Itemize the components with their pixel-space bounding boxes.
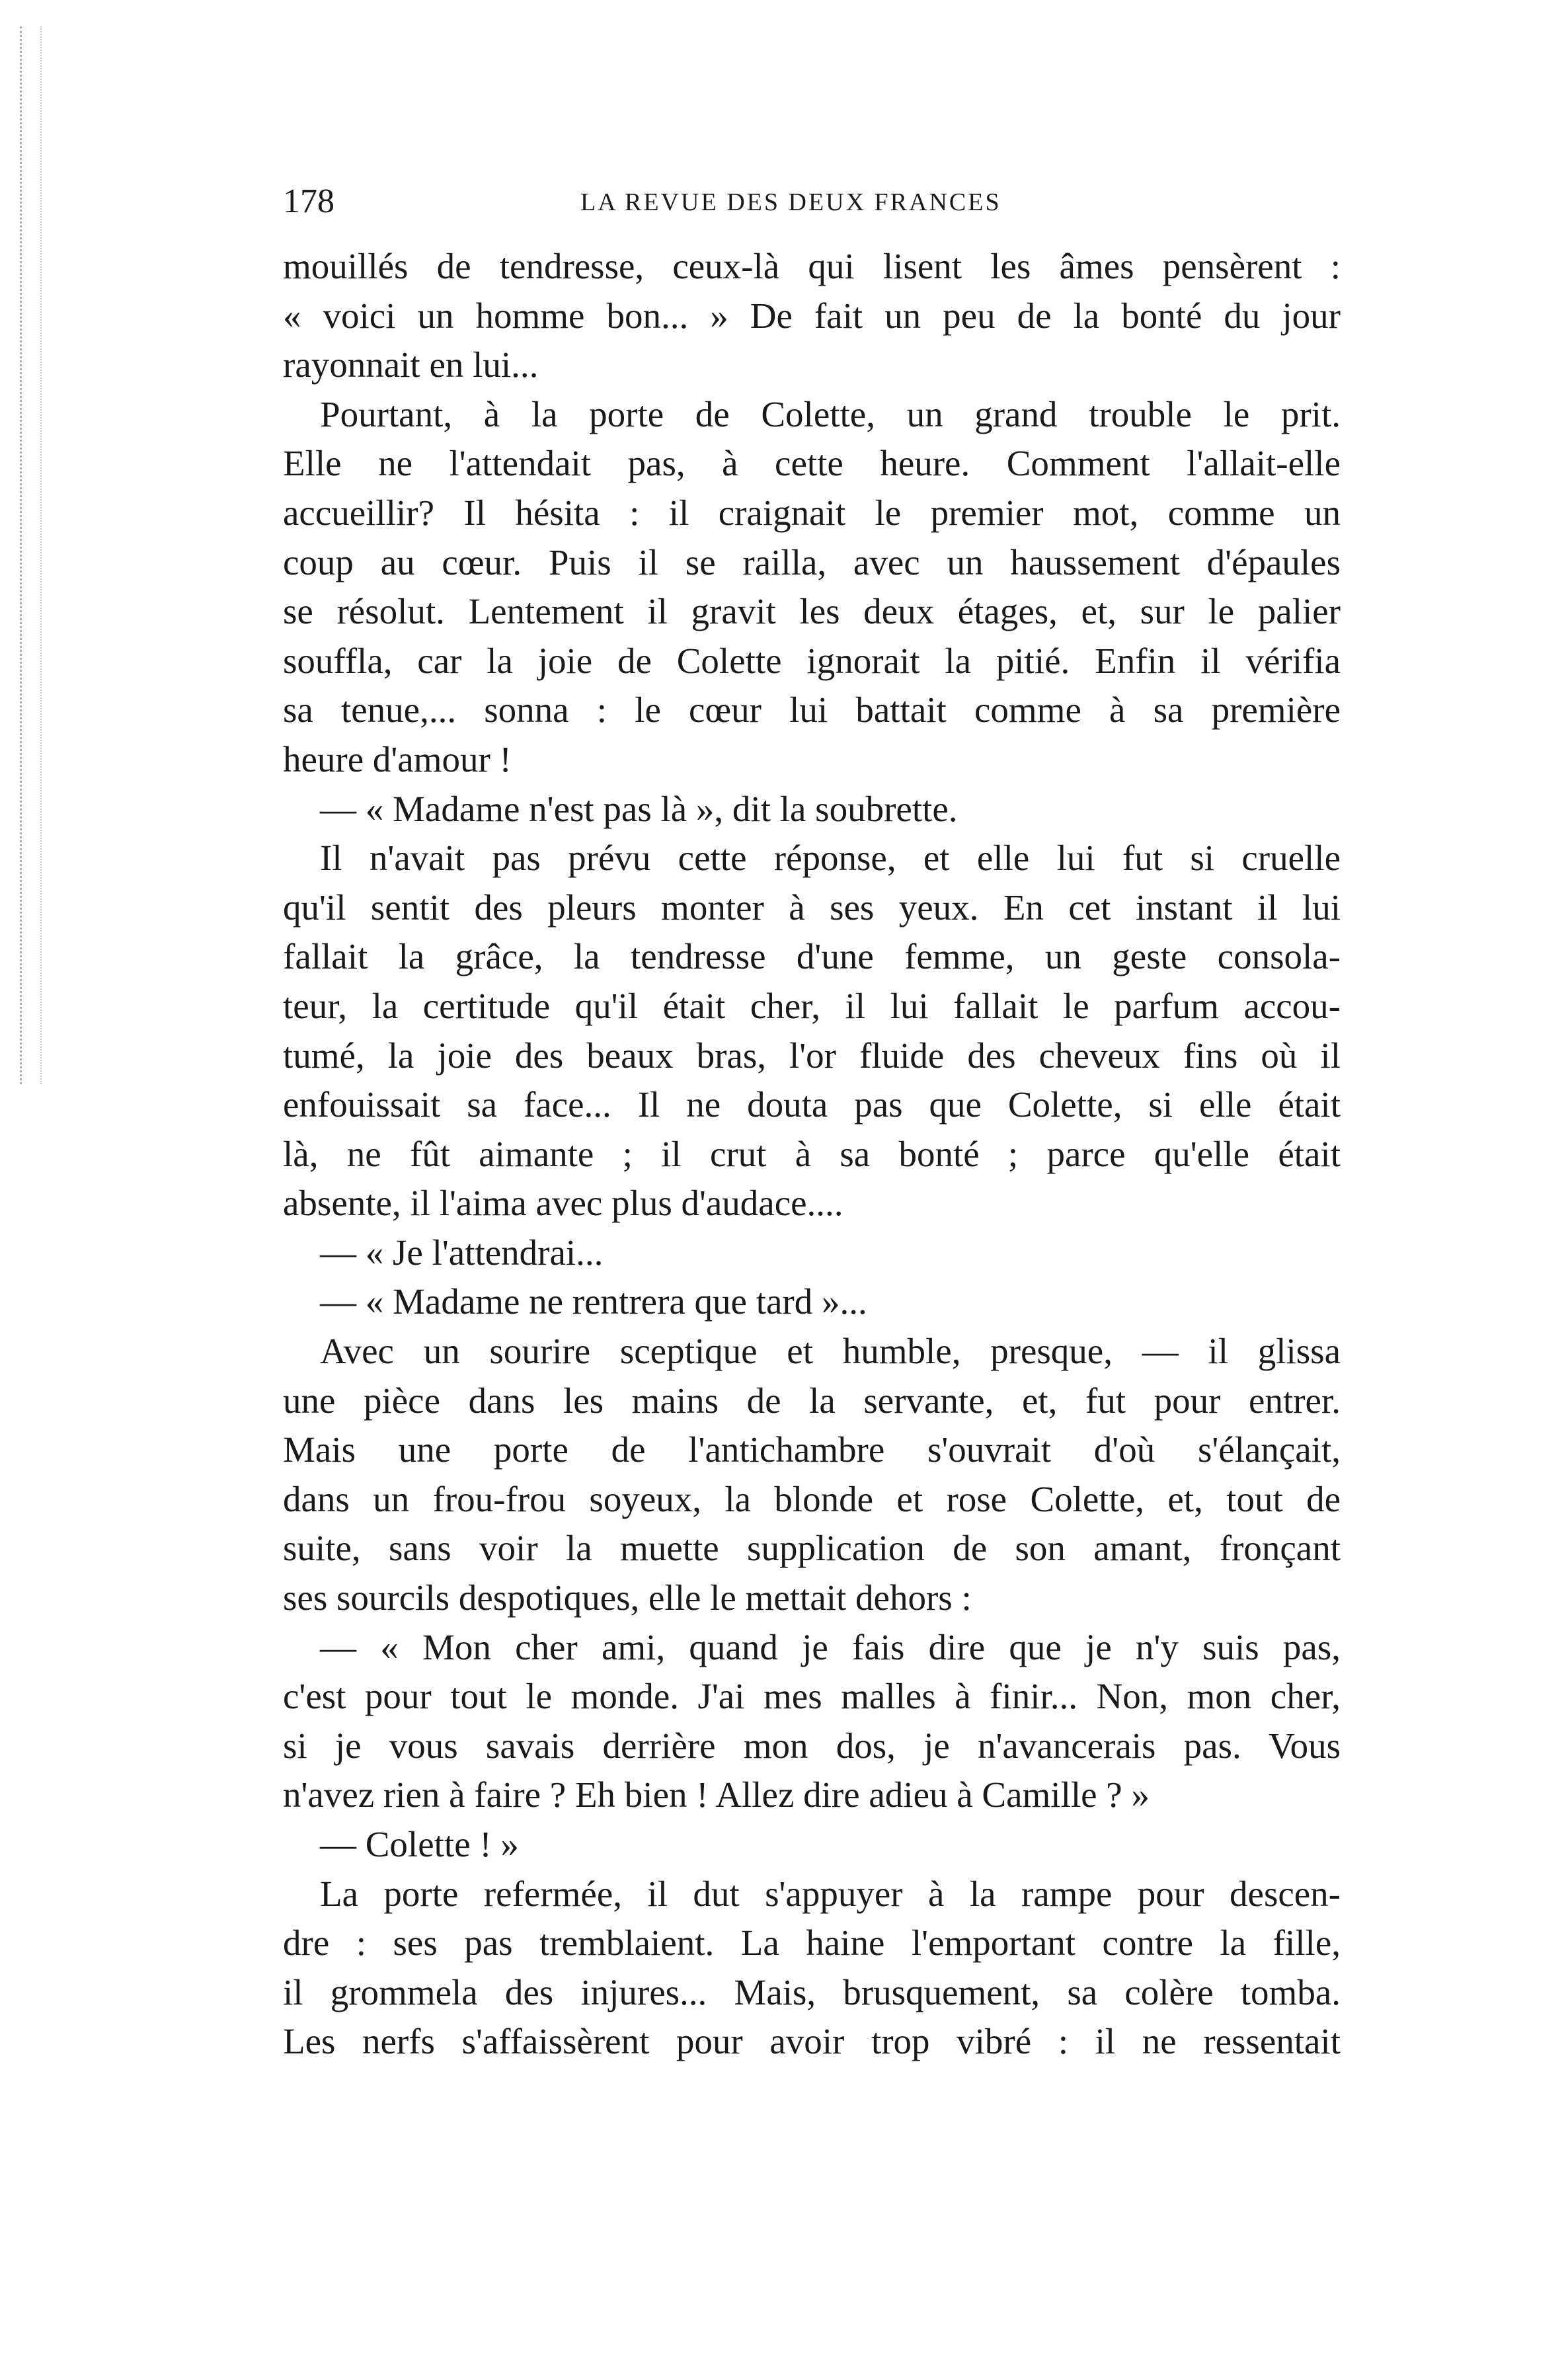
text-line: heure d'amour ! xyxy=(283,738,512,779)
page-number: 178 xyxy=(283,182,334,220)
text-line: n'avez rien à faire ? Eh bien ! Allez dire adieu à Camille ? » xyxy=(283,1774,1150,1815)
text-line: sa tenue,... sonna : le cœur lui battait comme à sa première xyxy=(283,690,1341,731)
text-line: Avec un sourire sceptique et humble, presque, — il glissa xyxy=(320,1331,1341,1372)
text-line: coup au cœur. Puis il se railla, avec un haussement d'épaules xyxy=(283,541,1341,582)
text-line: il grommela des injures... Mais, brusquement, sa colère tomba. xyxy=(283,1971,1341,2012)
text-line: La porte refermée, il dut s'appuyer à la rampe pour descen- xyxy=(320,1873,1341,1914)
text-line: — « Madame n'est pas là », dit la soubrette. xyxy=(320,788,958,829)
page-header xyxy=(283,178,1341,225)
text-line: si je vous savais derrière mon dos, je n'avancerais pas. Vous xyxy=(283,1725,1341,1766)
text-line: c'est pour tout le monde. J'ai mes malles à finir... Non, mon cher, xyxy=(283,1676,1341,1717)
text-line: ses sourcils despotiques, elle le mettait dehors : xyxy=(283,1577,972,1618)
text-line: qu'il sentit des pleurs monter à ses yeux. En cet instant il lui xyxy=(283,887,1341,928)
text-line: accueillir? Il hésita : il craignait le premier mot, comme un xyxy=(283,492,1341,533)
text-line: absente, il l'aima avec plus d'audace.... xyxy=(283,1183,843,1224)
text-line: souffla, car la joie de Colette ignorait la pitié. Enfin il vérifia xyxy=(283,640,1341,681)
text-line: dre : ses pas tremblaient. La haine l'emportant contre la fille, xyxy=(283,1923,1341,1964)
text-line: rayonnait en lui... xyxy=(283,344,539,385)
text-line: teur, la certitude qu'il était cher, il lui fallait le parfum accou- xyxy=(283,985,1341,1026)
body-text xyxy=(283,242,1341,2067)
text-line: — « Je l'attendrai... xyxy=(320,1232,604,1273)
text-line: — Colette ! » xyxy=(320,1824,519,1864)
text-line: Mais une porte de l'antichambre s'ouvrait d'où s'élançait, xyxy=(283,1429,1341,1470)
text-line: là, ne fût aimante ; il crut à sa bonté ; parce qu'elle était xyxy=(283,1133,1341,1174)
text-line: suite, sans voir la muette supplication de son amant, fronçant xyxy=(283,1528,1341,1569)
text-line: Il n'avait pas prévu cette réponse, et elle lui fut si cruelle xyxy=(320,838,1341,879)
text-line: Les nerfs s'affaissèrent pour avoir trop vibré : il ne ressentait xyxy=(283,2021,1341,2062)
text-line: Elle ne l'attendait pas, à cette heure. Comment l'allait-elle xyxy=(283,443,1341,484)
text-line: mouillés de tendresse, ceux-là qui lisent les âmes pensèrent : xyxy=(283,246,1341,286)
text-line: — « Mon cher ami, quand je fais dire que je n'y suis pas, xyxy=(320,1626,1341,1667)
text-line: « voici un homme bon... » De fait un peu de la bonté du jour xyxy=(283,295,1341,336)
text-line: enfouissait sa face... Il ne douta pas que Colette, si elle était xyxy=(283,1084,1341,1125)
text-line: — « Madame ne rentrera que tard »... xyxy=(320,1281,867,1322)
text-line: fallait la grâce, la tendresse d'une femme, un geste consola- xyxy=(283,936,1341,977)
text-line: Pourtant, à la porte de Colette, un grand trouble le prit. xyxy=(320,393,1341,434)
text-line: se résolut. Lentement il gravit les deux étages, et, sur le palier xyxy=(283,591,1341,632)
text-line: dans un frou-frou soyeux, la blonde et rose Colette, et, tout de xyxy=(283,1478,1341,1519)
running-head: LA REVUE DES DEUX FRANCES xyxy=(580,188,1001,216)
text-line: une pièce dans les mains de la servante, et, fut pour entrer. xyxy=(283,1380,1341,1421)
text-line: tumé, la joie des beaux bras, l'or fluide des cheveux fins où il xyxy=(283,1035,1341,1076)
binding-shadow xyxy=(20,26,42,1084)
